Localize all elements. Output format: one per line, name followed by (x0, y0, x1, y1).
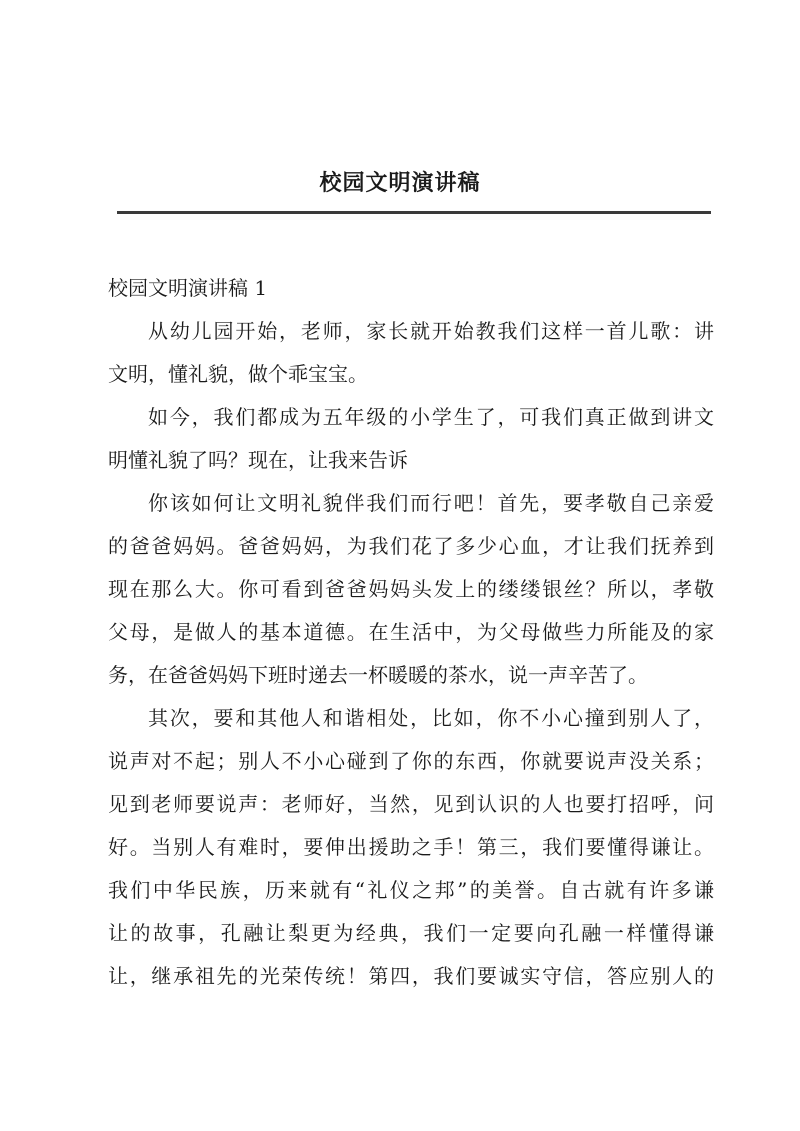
paragraph-line: 说声对不起；别人不小心碰到了你的东西，你就要说声没关系； (108, 749, 714, 773)
paragraph-line: 好。当别人有难时，要伸出援助之手！第三，我们要懂得谦让。 (108, 835, 714, 859)
title-divider (117, 211, 711, 214)
paragraph-line: 明懂礼貌了吗？现在，让我来告诉 (108, 448, 408, 472)
paragraph-line: 其次，要和其他人和谐相处，比如，你不小心撞到别人了， (148, 706, 714, 730)
paragraph-line: 让，继承祖先的光荣传统！第四，我们要诚实守信，答应别人的 (108, 964, 714, 988)
paragraph-line: 见到老师要说声：老师好，当然，见到认识的人也要打招呼，问 (108, 792, 714, 816)
document-body (108, 267, 714, 998)
paragraph-line: 我们中华民族，历来就有“礼仪之邦”的美誉。自古就有许多谦 (108, 878, 714, 902)
paragraph-line: 务，在爸爸妈妈下班时递去一杯暖暖的茶水，说一声辛苦了。 (108, 663, 648, 687)
paragraph-line: 你该如何让文明礼貌伴我们而行吧！首先，要孝敬自己亲爱 (148, 491, 714, 515)
paragraph-line: 文明，懂礼貌，做个乖宝宝。 (108, 362, 368, 386)
paragraph-line: 让的故事，孔融让梨更为经典，我们一定要向孔融一样懂得谦 (108, 921, 714, 945)
paragraph-line: 如今，我们都成为五年级的小学生了，可我们真正做到讲文 (148, 405, 714, 429)
paragraph-line: 从幼儿园开始，老师，家长就开始教我们这样一首儿歌：讲 (148, 319, 714, 343)
paragraph-line: 现在那么大。你可看到爸爸妈妈头发上的缕缕银丝？所以，孝敬 (108, 577, 714, 601)
document-title: 校园文明演讲稿 (319, 170, 481, 196)
paragraph-line: 的爸爸妈妈。爸爸妈妈，为我们花了多少心血，才让我们抚养到 (108, 534, 714, 558)
paragraph-line: 父母，是做人的基本道德。在生活中，为父母做些力所能及的家 (108, 620, 714, 644)
section-heading: 校园文明演讲稿 1 (108, 276, 268, 300)
